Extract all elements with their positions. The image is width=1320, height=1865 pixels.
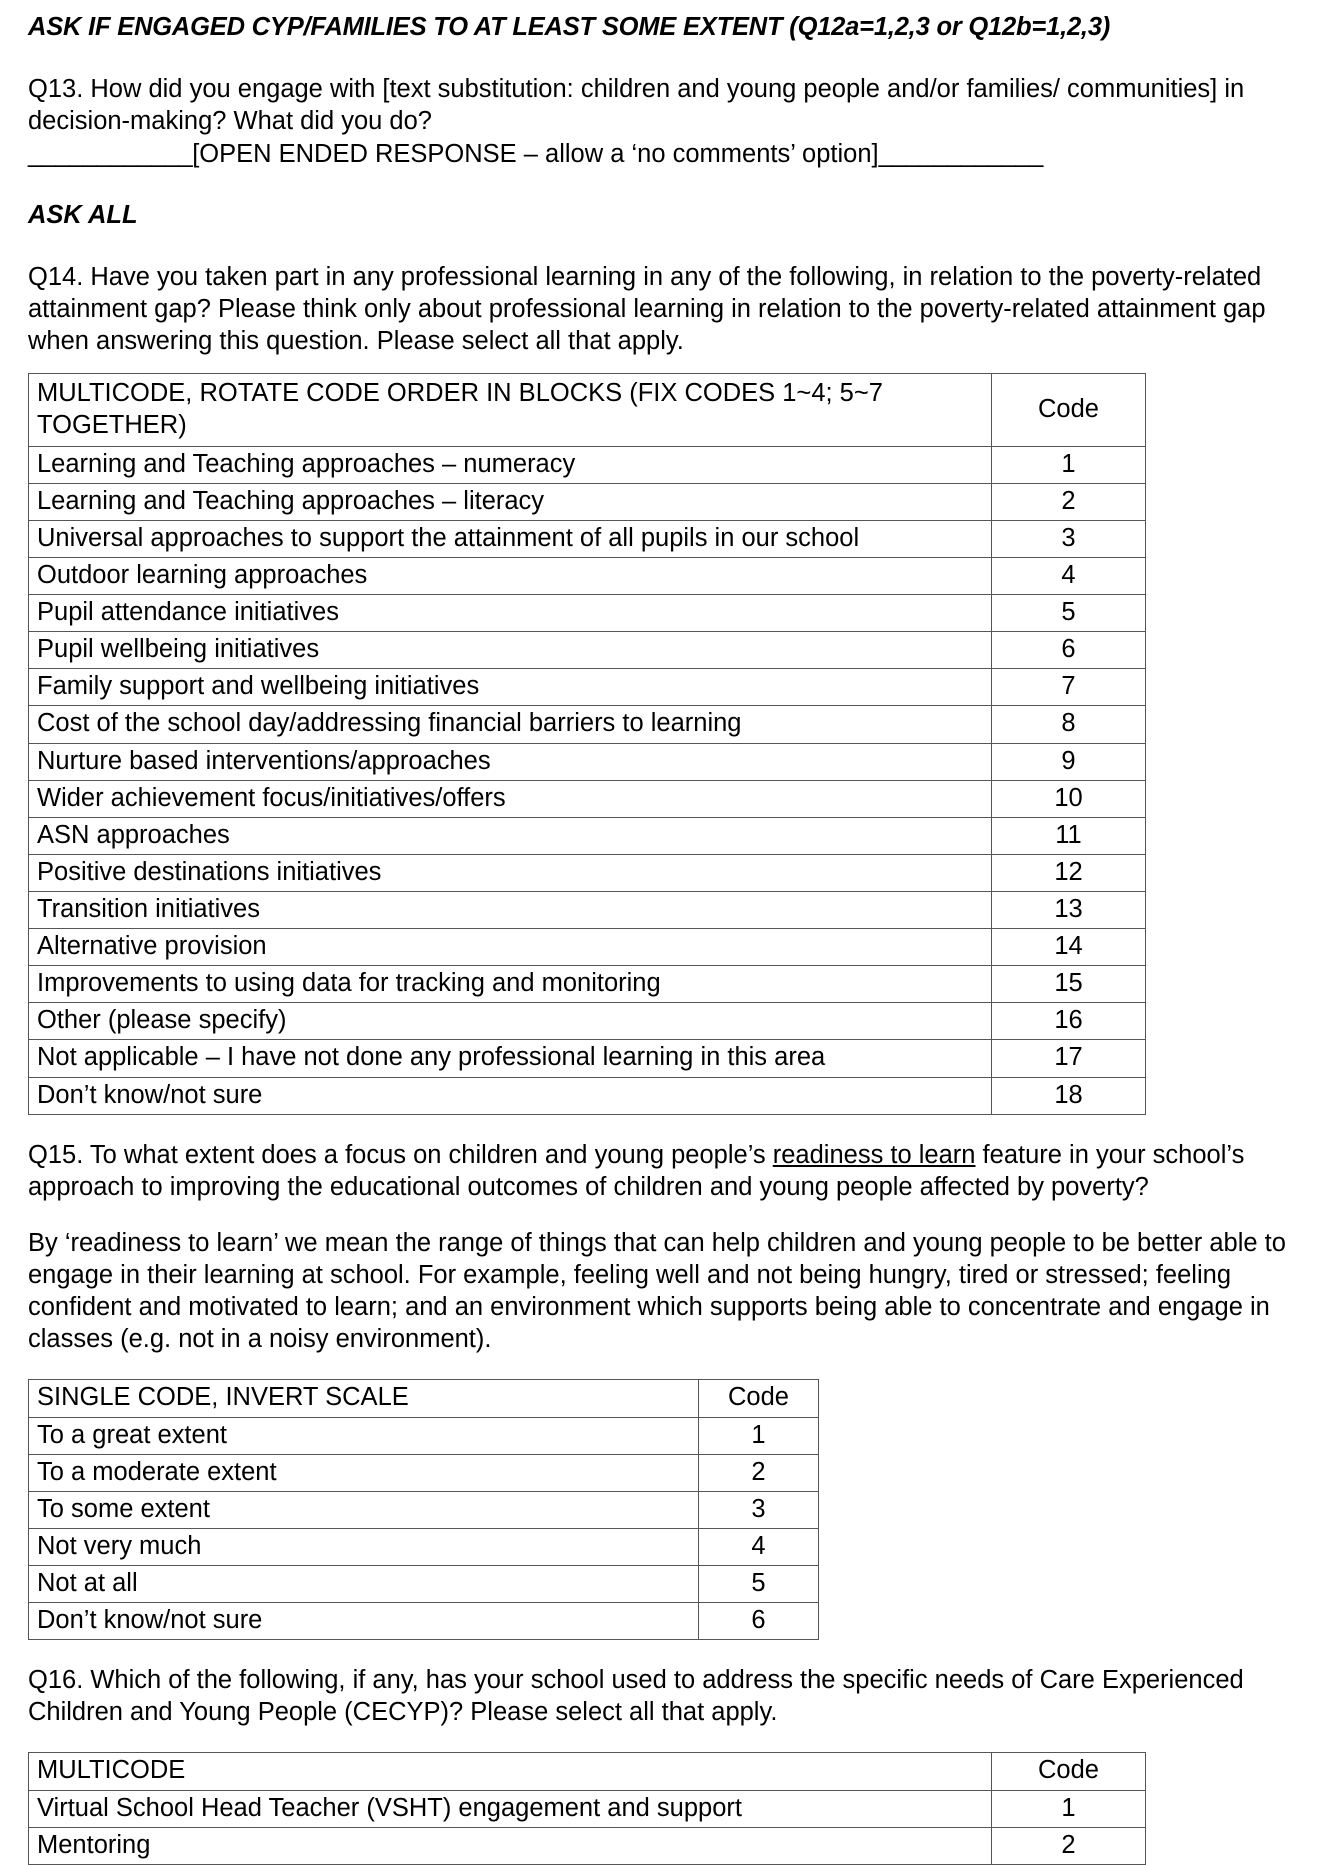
table-row[interactable] <box>29 1040 1146 1077</box>
q13-open-response-line <box>28 138 1292 170</box>
q13-open-ended-instruction: [OPEN ENDED RESPONSE – allow a ‘no comments’ option] <box>192 139 879 168</box>
table-row[interactable] <box>29 632 1146 669</box>
table-row[interactable] <box>29 929 1146 966</box>
q15-table-header-label: SINGLE CODE, INVERT SCALE <box>29 1380 699 1417</box>
table-row[interactable] <box>29 1565 819 1602</box>
option-label: Positive destinations initiatives <box>29 854 992 891</box>
routing-instruction-header: ASK IF ENGAGED CYP/FAMILIES TO AT LEAST SOME EXTENT (Q12a=1,2,3 or Q12b=1,2,3) <box>28 13 1111 41</box>
table-row[interactable] <box>29 966 1146 1003</box>
q14-table-header-code: Code <box>992 374 1146 446</box>
option-code: 6 <box>699 1603 819 1640</box>
option-label: Mentoring <box>29 1827 992 1864</box>
option-label: Not applicable – I have not done any professional learning in this area <box>29 1040 992 1077</box>
option-code: 1 <box>992 1790 1146 1827</box>
table-row[interactable] <box>29 892 1146 929</box>
option-code: 13 <box>992 892 1146 929</box>
q15-underlined-phrase: readiness to learn <box>772 1140 976 1169</box>
table-row[interactable] <box>29 1790 1146 1827</box>
option-label: Nurture based interventions/approaches <box>29 743 992 780</box>
option-label: Don’t know/not sure <box>29 1603 699 1640</box>
q16-table-header-code: Code <box>992 1753 1146 1790</box>
table-row[interactable] <box>29 1603 819 1640</box>
option-code: 8 <box>992 706 1146 743</box>
option-code: 4 <box>699 1528 819 1565</box>
q16-question-text: Q16. Which of the following, if any, has your school used to address the specific needs of Care Experienced Children and Young People (CECYP)? Please select all that apply. <box>28 1666 1244 1727</box>
option-code: 7 <box>992 669 1146 706</box>
q15-table-header-code: Code <box>699 1380 819 1417</box>
option-code: 17 <box>992 1040 1146 1077</box>
table-row[interactable] <box>29 446 1146 483</box>
q14-table-header-label: MULTICODE, ROTATE CODE ORDER IN BLOCKS (FIX CODES 1~4; 5~7 TOGETHER) <box>29 374 992 446</box>
table-row[interactable] <box>29 558 1146 595</box>
option-label: Learning and Teaching approaches – numeracy <box>29 446 992 483</box>
option-code: 5 <box>992 595 1146 632</box>
q15-text-part1: Q15. To what extent does a focus on children and young people’s <box>28 1140 773 1169</box>
table-row[interactable] <box>29 1417 819 1454</box>
option-label: Wider achievement focus/initiatives/offers <box>29 780 992 817</box>
q13-question-text: Q13. How did you engage with [text substitution: children and young people and/or families/ communities] in decision-making? What did you do? <box>28 75 1245 136</box>
option-label: Universal approaches to support the attainment of all pupils in our school <box>29 520 992 557</box>
table-row[interactable] <box>29 1491 819 1528</box>
option-code: 18 <box>992 1077 1146 1114</box>
option-label: To some extent <box>29 1491 699 1528</box>
q16-table-header-label: MULTICODE <box>29 1753 992 1790</box>
q15-question-text <box>28 1139 1292 1203</box>
table-row[interactable] <box>29 669 1146 706</box>
q14-code-table <box>28 373 1146 1114</box>
option-label: Pupil wellbeing initiatives <box>29 632 992 669</box>
q14-question-text: Q14. Have you taken part in any professional learning in any of the following, in relation to the poverty-related attainment gap? Please think only about professional learning in relation to the poverty-related attainment gap when answering this question. Please select all that apply. <box>28 263 1266 356</box>
option-label: To a moderate extent <box>29 1454 699 1491</box>
option-code: 1 <box>699 1417 819 1454</box>
table-header-row <box>29 1753 1146 1790</box>
option-code: 14 <box>992 929 1146 966</box>
option-code: 2 <box>992 1827 1146 1864</box>
option-code: 4 <box>992 558 1146 595</box>
option-code: 10 <box>992 780 1146 817</box>
q15-code-table <box>28 1379 819 1640</box>
table-row[interactable] <box>29 520 1146 557</box>
option-code: 2 <box>699 1454 819 1491</box>
table-row[interactable] <box>29 595 1146 632</box>
option-code: 3 <box>992 520 1146 557</box>
option-code: 15 <box>992 966 1146 1003</box>
option-code: 3 <box>699 1491 819 1528</box>
option-label: Family support and wellbeing initiatives <box>29 669 992 706</box>
option-label: Transition initiatives <box>29 892 992 929</box>
table-row[interactable] <box>29 780 1146 817</box>
option-label: Pupil attendance initiatives <box>29 595 992 632</box>
option-code: 6 <box>992 632 1146 669</box>
option-label: To a great extent <box>29 1417 699 1454</box>
option-label: Not at all <box>29 1565 699 1602</box>
table-header-row <box>29 374 1146 446</box>
table-row[interactable] <box>29 854 1146 891</box>
table-row[interactable] <box>29 817 1146 854</box>
q16-code-table <box>28 1752 1146 1864</box>
table-row[interactable] <box>29 483 1146 520</box>
ask-all-header: ASK ALL <box>28 200 138 229</box>
table-header-row <box>29 1380 819 1417</box>
option-label: Improvements to using data for tracking and monitoring <box>29 966 992 1003</box>
option-code: 1 <box>992 446 1146 483</box>
option-code: 12 <box>992 854 1146 891</box>
q15-definition-text: By ‘readiness to learn’ we mean the range of things that can help children and young people to be better able to engage in their learning at school. For example, feeling well and not being hungry, tired or stressed; feeling confident and motivated to learn; and an environment which supports being able to concentrate and engage in classes (e.g. not in a noisy environment). <box>28 1228 1286 1354</box>
option-label: ASN approaches <box>29 817 992 854</box>
table-row[interactable] <box>29 1454 819 1491</box>
option-code: 9 <box>992 743 1146 780</box>
option-label: Virtual School Head Teacher (VSHT) engagement and support <box>29 1790 992 1827</box>
option-label: Alternative provision <box>29 929 992 966</box>
option-code: 16 <box>992 1003 1146 1040</box>
table-row[interactable] <box>29 1077 1146 1114</box>
table-row[interactable] <box>29 743 1146 780</box>
option-label: Not very much <box>29 1528 699 1565</box>
q13-blank-left: ____________ <box>28 139 193 168</box>
option-label: Other (please specify) <box>29 1003 992 1040</box>
table-row[interactable] <box>29 1003 1146 1040</box>
option-code: 5 <box>699 1565 819 1602</box>
option-label: Cost of the school day/addressing financial barriers to learning <box>29 706 992 743</box>
q13-blank-right: ____________ <box>878 139 1043 168</box>
option-code: 11 <box>992 817 1146 854</box>
q15-text-part2: feature in your school’s approach to improving the educational outcomes of children and young people affected by poverty? <box>28 1140 1245 1201</box>
option-code: 2 <box>992 483 1146 520</box>
table-row[interactable] <box>29 1827 1146 1864</box>
table-row[interactable] <box>29 1528 819 1565</box>
option-label: Don’t know/not sure <box>29 1077 992 1114</box>
table-row[interactable] <box>29 706 1146 743</box>
option-label: Learning and Teaching approaches – literacy <box>29 483 992 520</box>
option-label: Outdoor learning approaches <box>29 558 992 595</box>
